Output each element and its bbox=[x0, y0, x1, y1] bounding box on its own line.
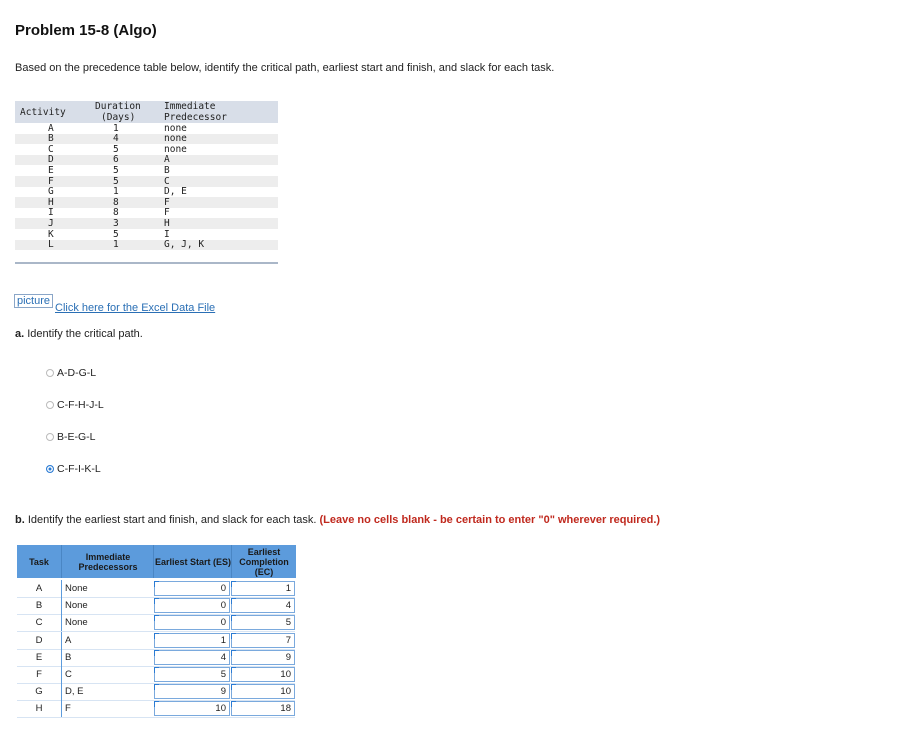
cell-flag-icon bbox=[154, 701, 159, 707]
precedence-activity: B bbox=[48, 133, 54, 145]
question-b-warning: (Leave no cells blank - be certain to enter "0" wherever required.) bbox=[319, 514, 661, 526]
question-a-label: a. bbox=[15, 328, 25, 340]
precedence-pred: none bbox=[164, 133, 187, 145]
question-a bbox=[15, 328, 143, 340]
precedence-duration: 5 bbox=[113, 143, 119, 155]
precedence-pred: none bbox=[164, 122, 187, 134]
precedence-pred: A bbox=[164, 154, 170, 166]
precedence-pred: I bbox=[164, 228, 170, 240]
answer-row bbox=[17, 700, 295, 717]
answer-pred: None bbox=[61, 597, 153, 614]
answer-row bbox=[17, 614, 295, 631]
precedence-duration: 1 bbox=[113, 239, 119, 251]
precedence-pred: F bbox=[164, 207, 170, 219]
answer-task: F bbox=[36, 669, 42, 680]
answer-task: D bbox=[35, 634, 43, 646]
precedence-activity: I bbox=[48, 207, 54, 219]
precedence-table bbox=[15, 101, 278, 265]
precedence-row-stripe bbox=[15, 197, 278, 208]
ec-input[interactable]: 10 bbox=[231, 667, 295, 682]
cell-flag-icon bbox=[154, 650, 159, 656]
precedence-activity: C bbox=[48, 143, 54, 155]
precedence-row-stripe bbox=[15, 218, 278, 229]
ec-input[interactable]: 5 bbox=[231, 615, 295, 630]
es-input[interactable]: 0 bbox=[154, 615, 230, 630]
precedence-activity: L bbox=[48, 239, 54, 251]
question-b-text: Identify the earliest start and finish, and slack for each task. bbox=[27, 514, 317, 526]
precedence-activity: J bbox=[48, 217, 54, 229]
precedence-row-stripe bbox=[15, 134, 278, 145]
precedence-row-stripe bbox=[15, 240, 278, 251]
option-3[interactable] bbox=[46, 463, 101, 475]
excel-data-link[interactable]: Click here for the Excel Data File bbox=[55, 302, 216, 314]
radio-button[interactable] bbox=[46, 369, 54, 377]
option-label: B-E-G-L bbox=[57, 431, 96, 443]
answer-pred: None bbox=[61, 580, 153, 597]
question-b-label: b. bbox=[15, 514, 25, 526]
answer-header-es: Earliest Start (ES) bbox=[153, 545, 232, 578]
answer-row bbox=[17, 666, 295, 683]
precedence-duration: 8 bbox=[113, 207, 119, 219]
es-input[interactable]: 0 bbox=[154, 598, 230, 613]
row-divider bbox=[17, 717, 295, 718]
precedence-pred: G, J, K bbox=[164, 239, 205, 251]
precedence-duration: 8 bbox=[113, 196, 119, 208]
precedence-pred: C bbox=[164, 175, 170, 187]
answer-task: C bbox=[35, 617, 43, 629]
cell-flag-icon bbox=[231, 581, 236, 587]
precedence-activity: D bbox=[48, 154, 54, 166]
precedence-duration: 3 bbox=[113, 217, 119, 229]
ec-input[interactable]: 4 bbox=[231, 598, 295, 613]
precedence-bottom-rule bbox=[15, 262, 278, 264]
ec-input[interactable]: 1 bbox=[231, 581, 295, 596]
option-1[interactable] bbox=[46, 399, 104, 411]
radio-button[interactable] bbox=[46, 465, 54, 473]
es-input[interactable]: 1 bbox=[154, 633, 230, 648]
answer-row bbox=[17, 683, 295, 700]
answer-pred: None bbox=[61, 614, 153, 631]
answer-pred: B bbox=[61, 649, 153, 666]
page-title: Problem 15-8 (Algo) bbox=[15, 22, 157, 39]
precedence-activity: E bbox=[48, 164, 54, 176]
option-2[interactable] bbox=[46, 431, 96, 443]
precedence-duration: 5 bbox=[113, 228, 119, 240]
answer-row bbox=[17, 597, 295, 614]
answer-pred: A bbox=[61, 632, 153, 649]
cell-flag-icon bbox=[154, 633, 159, 639]
precedence-activity: K bbox=[48, 228, 54, 240]
cell-flag-icon bbox=[231, 667, 236, 673]
radio-button[interactable] bbox=[46, 401, 54, 409]
ec-input[interactable]: 18 bbox=[231, 701, 295, 716]
header-duration-1: Duration bbox=[95, 101, 141, 112]
precedence-row-stripe bbox=[15, 155, 278, 166]
header-pred-2: Predecessor bbox=[164, 112, 227, 123]
answer-pred: F bbox=[61, 700, 153, 717]
precedence-duration: 1 bbox=[113, 122, 119, 134]
problem-intro: Based on the precedence table below, identify the critical path, earliest start and finish, and slack for each task. bbox=[15, 62, 555, 74]
es-input[interactable]: 0 bbox=[154, 581, 230, 596]
precedence-pred: none bbox=[164, 143, 187, 155]
cell-flag-icon bbox=[154, 667, 159, 673]
es-input[interactable]: 4 bbox=[154, 650, 230, 665]
option-label: C-F-H-J-L bbox=[57, 399, 104, 411]
precedence-activity: A bbox=[48, 122, 54, 134]
header-activity: Activity bbox=[20, 107, 66, 118]
answer-task: E bbox=[35, 651, 43, 663]
answer-task: A bbox=[35, 583, 43, 594]
radio-button[interactable] bbox=[46, 433, 54, 441]
cell-flag-icon bbox=[231, 650, 236, 656]
cell-flag-icon bbox=[154, 598, 159, 604]
precedence-activity: H bbox=[48, 196, 54, 208]
es-input[interactable]: 5 bbox=[154, 667, 230, 682]
precedence-duration: 6 bbox=[113, 154, 119, 166]
question-a-text: Identify the critical path. bbox=[27, 328, 143, 340]
cell-flag-icon bbox=[231, 615, 236, 621]
option-label: A-D-G-L bbox=[57, 367, 97, 379]
cell-flag-icon bbox=[231, 598, 236, 604]
precedence-duration: 5 bbox=[113, 175, 119, 187]
answer-header-task: Task bbox=[17, 545, 61, 578]
cell-flag-icon bbox=[231, 701, 236, 707]
ec-input[interactable]: 10 bbox=[231, 684, 295, 699]
precedence-pred: D, E bbox=[164, 186, 187, 198]
option-0[interactable] bbox=[46, 367, 96, 379]
es-input[interactable]: 9 bbox=[154, 684, 230, 699]
cell-flag-icon bbox=[154, 684, 159, 690]
precedence-pred: H bbox=[164, 217, 170, 229]
precedence-duration: 5 bbox=[113, 164, 119, 176]
ec-input[interactable]: 7 bbox=[231, 633, 295, 648]
cell-flag-icon bbox=[231, 684, 236, 690]
precedence-duration: 1 bbox=[113, 186, 119, 198]
answer-pred: D, E bbox=[61, 683, 153, 700]
question-b bbox=[15, 514, 660, 526]
answer-task: G bbox=[35, 686, 43, 698]
answer-task: B bbox=[35, 600, 43, 612]
answer-row bbox=[17, 632, 295, 649]
cell-flag-icon bbox=[154, 615, 159, 621]
answer-header-pred: Immediate Predecessors bbox=[61, 545, 154, 578]
precedence-row-stripe bbox=[15, 176, 278, 187]
answer-header-ec: Earliest Completion (EC) bbox=[231, 545, 296, 578]
cell-flag-icon bbox=[154, 581, 159, 587]
precedence-activity: F bbox=[48, 175, 54, 187]
ec-input[interactable]: 9 bbox=[231, 650, 295, 665]
es-input[interactable]: 10 bbox=[154, 701, 230, 716]
precedence-duration: 4 bbox=[113, 133, 119, 145]
answer-row bbox=[17, 580, 295, 597]
header-duration-2: (Days) bbox=[101, 112, 136, 123]
precedence-activity: G bbox=[48, 186, 54, 198]
cell-flag-icon bbox=[231, 633, 236, 639]
precedence-pred: B bbox=[164, 164, 170, 176]
header-pred-1: Immediate bbox=[164, 101, 216, 112]
answer-task: H bbox=[35, 703, 43, 715]
option-label: C-F-I-K-L bbox=[57, 463, 101, 475]
answer-row bbox=[17, 649, 295, 666]
precedence-pred: F bbox=[164, 196, 170, 208]
picture-link[interactable]: picture bbox=[14, 294, 53, 308]
answer-pred: C bbox=[61, 666, 153, 683]
